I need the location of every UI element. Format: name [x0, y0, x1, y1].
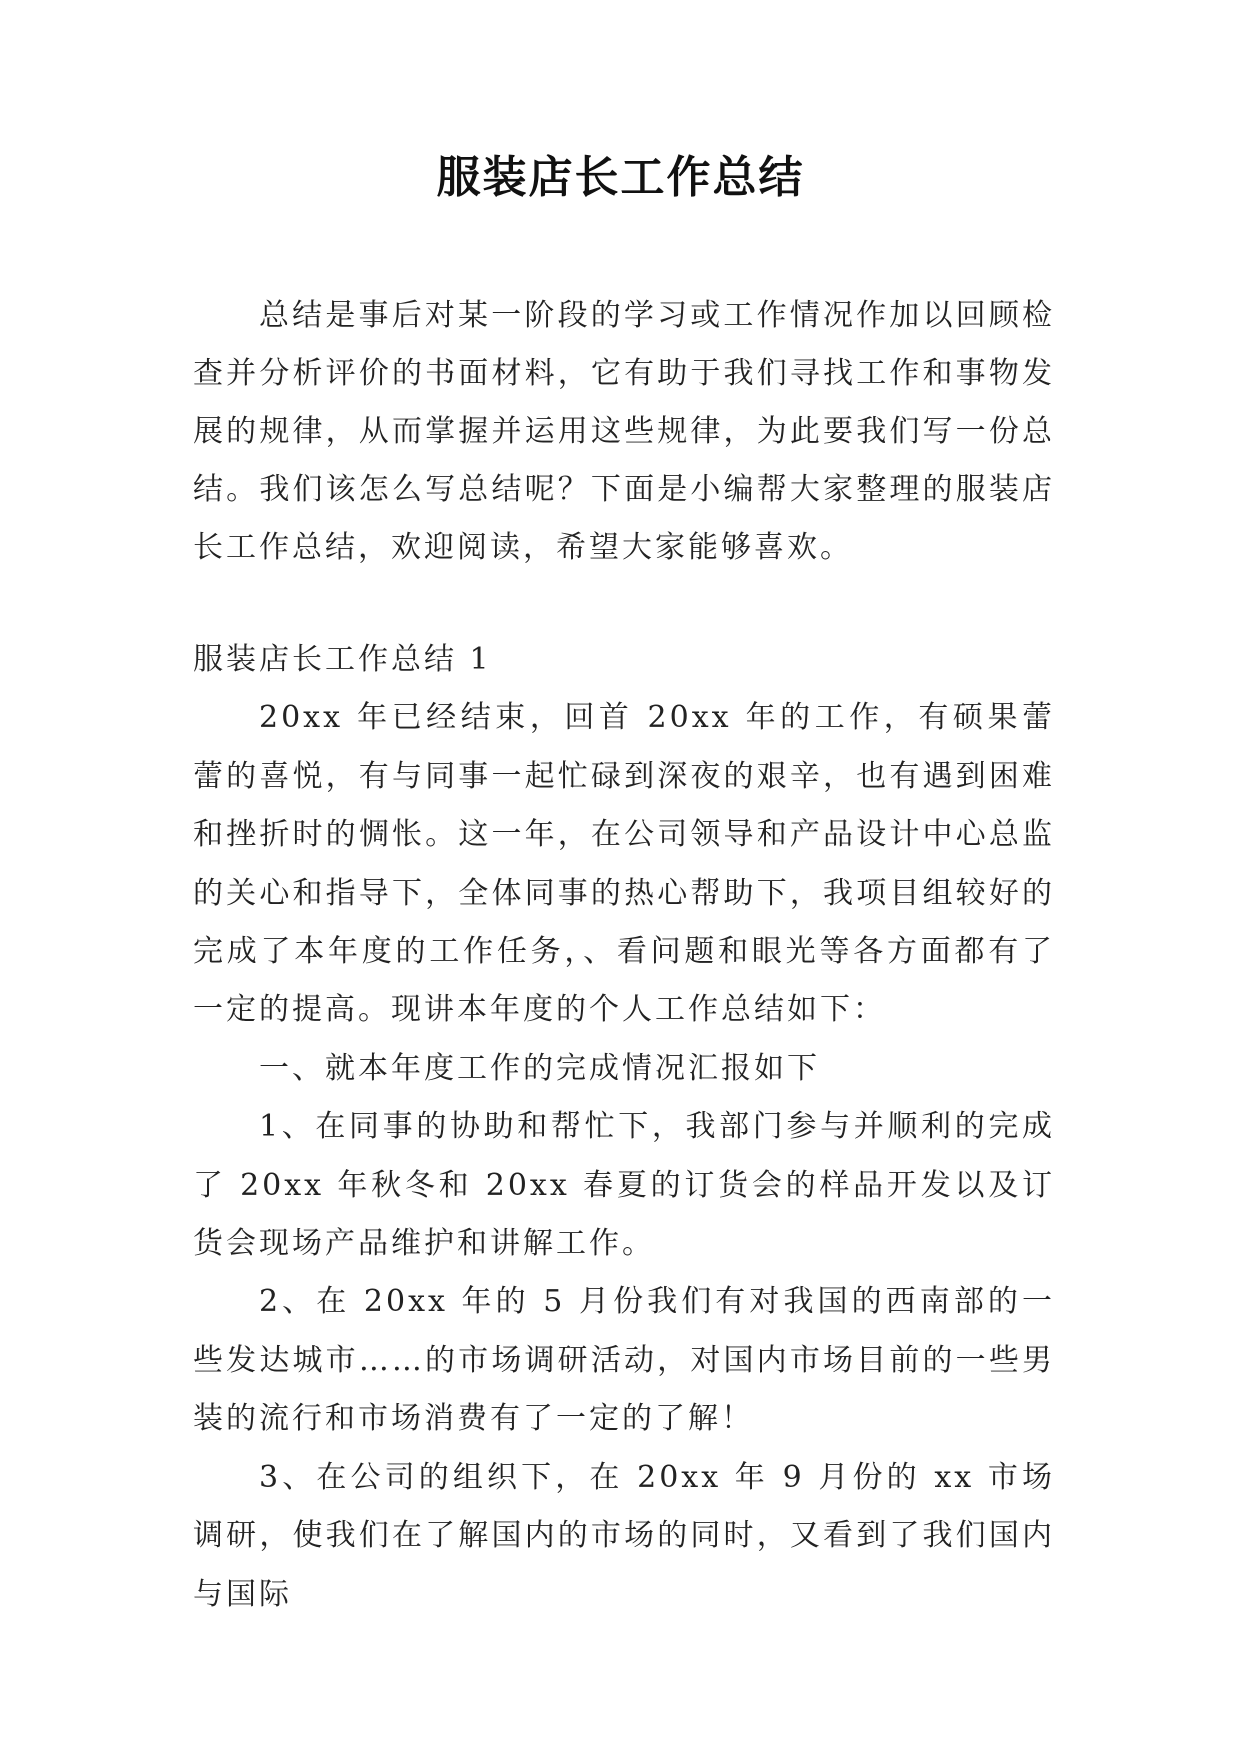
- intro-paragraph: 总结是事后对某一阶段的学习或工作情况作加以回顾检查并分析评价的书面材料，它有助于我们寻找工作和事物发展的规律，从而掌握并运用这些规律，为此要我们写一份总结。我们该怎么写总结呢？下面是小编帮大家整理的服装店长工作总结，欢迎阅读，希望大家能够喜欢。: [193, 298, 1055, 565]
- section-heading: 服装店长工作总结 1: [193, 642, 492, 677]
- paragraph: 一、就本年度工作的完成情况汇报如下: [259, 1050, 820, 1086]
- paragraph: 2、在 20xx 年的 5 月份我们有对我国的西南部的一些发达城市……的市场调研活动，对国内市场目前的一些男装的流行和市场消费有了一定的了解！: [193, 1284, 1055, 1437]
- paragraph: 1、在同事的协助和帮忙下，我部门参与并顺利的完成了 20xx 年秋冬和 20xx 春夏的订货会的样品开发以及订货会现场产品维护和讲解工作。: [193, 1109, 1055, 1262]
- content-block: [193, 631, 1055, 1624]
- paragraph: 3、在公司的组织下，在 20xx 年 9 月份的 xx 市场调研，使我们在了解国内的市场的同时，又看到了我们国内与国际: [193, 1459, 1055, 1612]
- paragraph: 20xx 年已经结束，回首 20xx 年的工作，有硕果蕾蕾的喜悦，有与同事一起忙碌到深夜的艰辛，也有遇到困难和挫折时的惆怅。这一年，在公司领导和产品设计中心总监的关心和指导下，全体同事的热心帮助下，我项目组较好的完成了本年度的工作任务，、看问题和眼光等各方面都有了一定的提高。现讲本年度的个人工作总结如下：: [193, 700, 1055, 1028]
- intro-block: [193, 287, 1055, 577]
- document-title: 服装店长工作总结: [436, 152, 805, 203]
